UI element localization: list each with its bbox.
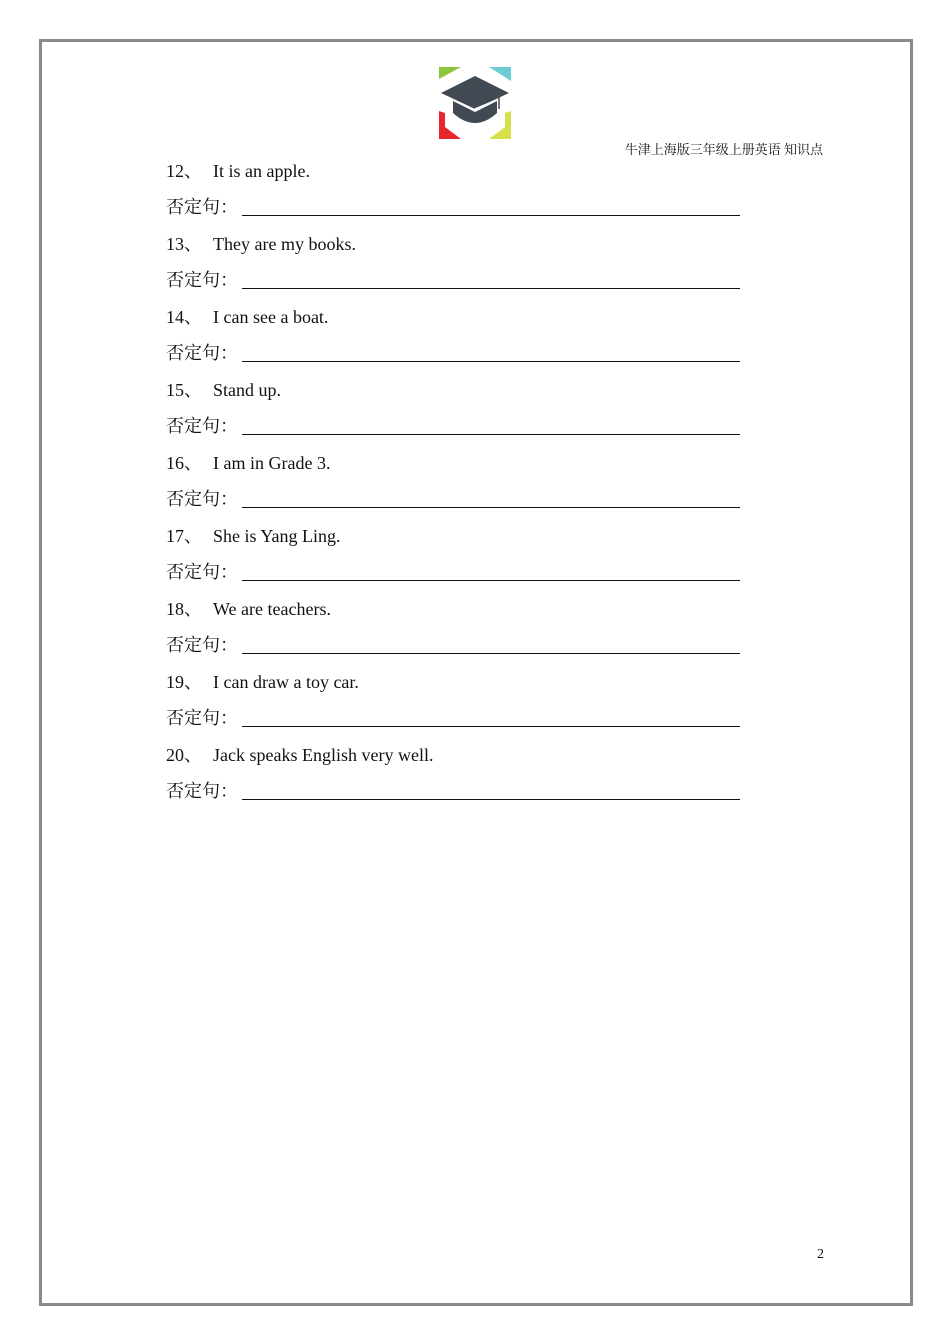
question-number: 13、 xyxy=(166,234,202,254)
answer-label: 否定句： xyxy=(166,708,238,728)
question-number: 16、 xyxy=(166,453,202,473)
exercise-list xyxy=(166,153,766,810)
question-line xyxy=(166,231,356,257)
answer-line xyxy=(166,413,238,439)
exercise-item xyxy=(166,518,766,591)
question-number: 18、 xyxy=(166,599,202,619)
answer-blank[interactable] xyxy=(242,434,740,435)
answer-line xyxy=(166,340,238,366)
answer-line xyxy=(166,559,238,585)
question-line xyxy=(166,304,328,330)
answer-line xyxy=(166,267,238,293)
answer-label: 否定句： xyxy=(166,270,238,290)
exercise-item xyxy=(166,591,766,664)
question-number: 17、 xyxy=(166,526,202,546)
answer-line xyxy=(166,778,238,804)
answer-label: 否定句： xyxy=(166,562,238,582)
exercise-item xyxy=(166,664,766,737)
answer-label: 否定句： xyxy=(166,343,238,363)
answer-blank[interactable] xyxy=(242,726,740,727)
exercise-item xyxy=(166,226,766,299)
page-number: 2 xyxy=(817,1247,824,1262)
question-number: 19、 xyxy=(166,672,202,692)
question-number: 15、 xyxy=(166,380,202,400)
question-sentence: I am in Grade 3. xyxy=(213,453,331,473)
question-number: 20、 xyxy=(166,745,202,765)
answer-blank[interactable] xyxy=(242,361,740,362)
answer-blank[interactable] xyxy=(242,215,740,216)
question-sentence: They are my books. xyxy=(213,234,356,254)
question-sentence: Jack speaks English very well. xyxy=(213,745,434,765)
question-line xyxy=(166,596,331,622)
answer-blank[interactable] xyxy=(242,580,740,581)
question-number: 14、 xyxy=(166,307,202,327)
question-sentence: It is an apple. xyxy=(213,161,310,181)
answer-label: 否定句： xyxy=(166,489,238,509)
question-sentence: We are teachers. xyxy=(213,599,331,619)
graduation-cap-icon xyxy=(439,67,511,139)
question-sentence: I can see a boat. xyxy=(213,307,329,327)
answer-line xyxy=(166,486,238,512)
answer-label: 否定句： xyxy=(166,635,238,655)
question-line xyxy=(166,742,433,768)
question-sentence: She is Yang Ling. xyxy=(213,526,341,546)
exercise-item xyxy=(166,445,766,518)
answer-blank[interactable] xyxy=(242,288,740,289)
question-line xyxy=(166,523,341,549)
question-sentence: I can draw a toy car. xyxy=(213,672,359,692)
document-header: 牛津上海版三年级上册英语 知识点 xyxy=(624,142,823,157)
exercise-item xyxy=(166,737,766,810)
answer-label: 否定句： xyxy=(166,197,238,217)
question-sentence: Stand up. xyxy=(213,380,282,400)
answer-line xyxy=(166,194,238,220)
answer-line xyxy=(166,632,238,658)
question-line xyxy=(166,377,281,403)
answer-blank[interactable] xyxy=(242,799,740,800)
question-line xyxy=(166,158,310,184)
answer-blank[interactable] xyxy=(242,507,740,508)
exercise-item xyxy=(166,299,766,372)
question-line xyxy=(166,669,359,695)
answer-label: 否定句： xyxy=(166,781,238,801)
answer-blank[interactable] xyxy=(242,653,740,654)
answer-line xyxy=(166,705,238,731)
question-number: 12、 xyxy=(166,161,202,181)
answer-label: 否定句： xyxy=(166,416,238,436)
exercise-item xyxy=(166,372,766,445)
exercise-item xyxy=(166,153,766,226)
question-line xyxy=(166,450,330,476)
